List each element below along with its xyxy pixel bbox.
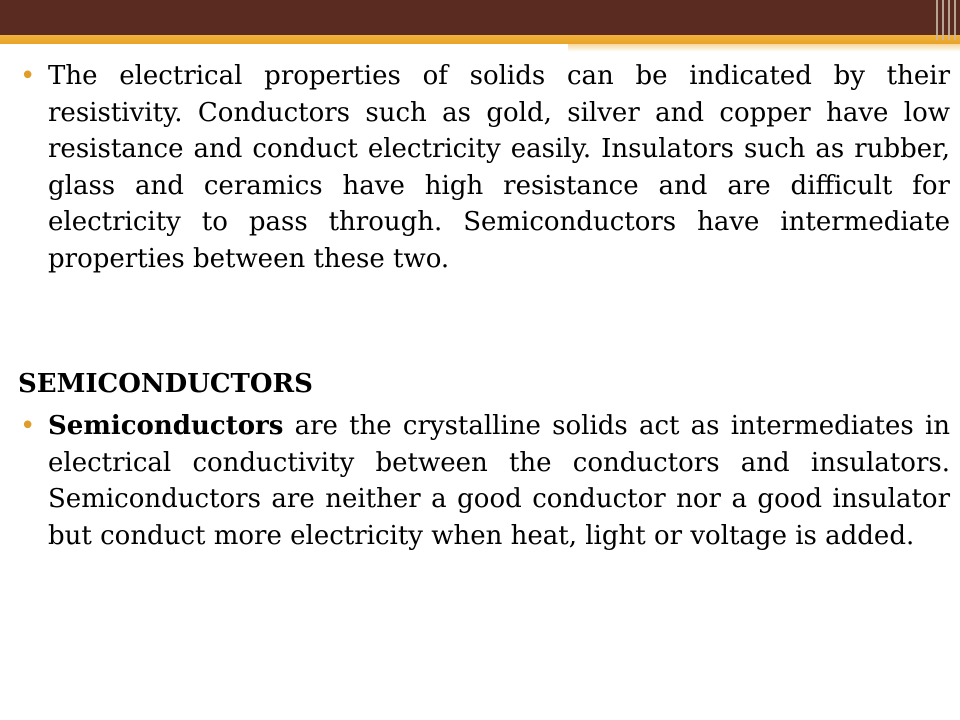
bullet-icon: • bbox=[20, 61, 36, 91]
header-band bbox=[0, 0, 960, 35]
accent-stripe bbox=[0, 35, 960, 44]
bullet-icon: • bbox=[20, 411, 36, 441]
corner-decoration bbox=[916, 0, 960, 44]
accent-stripe-fade bbox=[568, 44, 960, 52]
section-heading: SEMICONDUCTORS bbox=[18, 369, 313, 399]
paragraph-semiconductors bbox=[48, 408, 950, 554]
term-semiconductors: Semiconductors bbox=[48, 411, 284, 441]
paragraph-resistivity: The electrical properties of solids can be indicated by their resistivity. Conductors such as gold, silver and copper have low resistance and conduct electricity easily. Insulators such as rubber, glass and ceramics have high resistance and are difficult for electricity to pass through. Semiconductors have intermediate properties between these two. bbox=[48, 61, 950, 274]
definition-text: are the crystalline solids act as intermediates in electrical conductivity between the conductors and insulators. Semiconductors are neither a good conductor nor a good insulator but conduct more electricity when heat, light or voltage is added. bbox=[48, 411, 950, 551]
